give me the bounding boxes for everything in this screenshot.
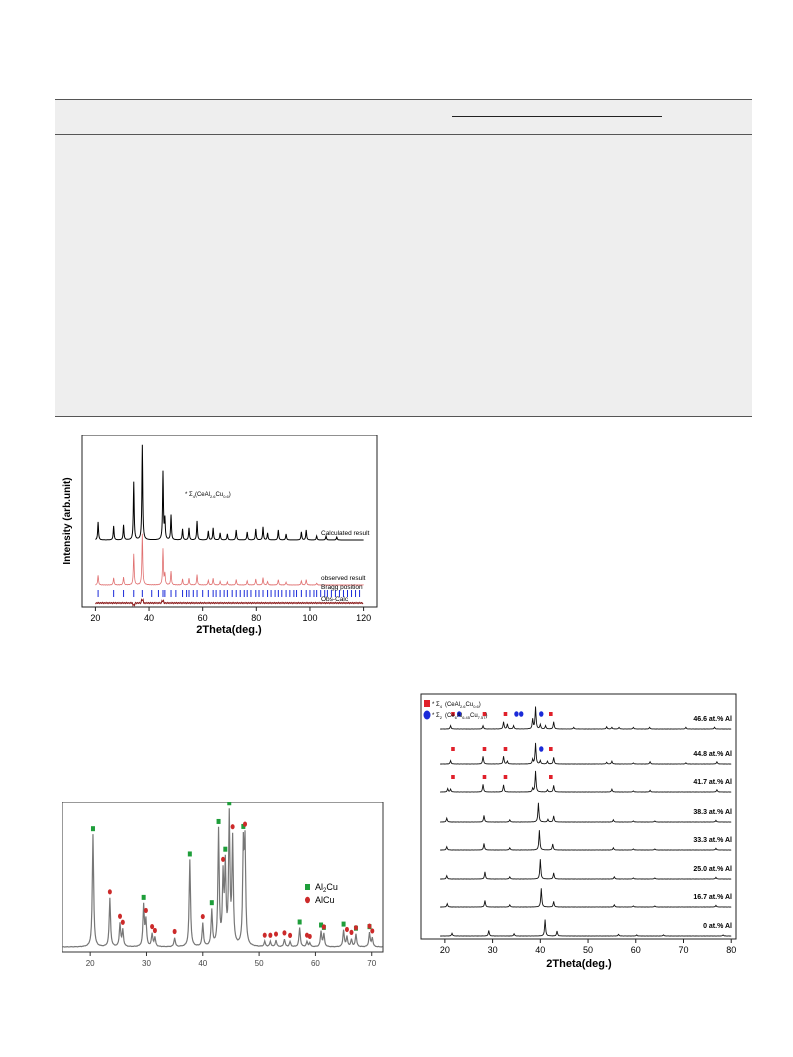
x-axis-ticks	[440, 939, 736, 955]
stacked-xrd-chart	[418, 691, 740, 977]
alcu-marker	[367, 924, 371, 929]
x-tick-label: 40	[535, 945, 546, 955]
alcu-marker	[150, 924, 154, 929]
al2cu-marker	[217, 819, 221, 824]
alcu-marker	[221, 857, 225, 862]
sigma4-marker	[549, 775, 553, 779]
series-label: 0 at.% Al	[703, 923, 732, 930]
series-pattern	[62, 808, 382, 947]
series-label: 41.7 at.% Al	[693, 779, 732, 786]
x-tick-label: 30	[487, 945, 498, 955]
y-axis-label: Intensity (arb.unit)	[62, 477, 73, 565]
sigma4-marker	[549, 747, 553, 751]
phase-label: * $\Sigma_4(CeAl_{2.6}Cu_{0.6})$	[185, 492, 231, 499]
legend-observed: observed result	[321, 575, 366, 582]
legend-obs-calc: Obs-Calc	[321, 596, 349, 603]
x-tick-label: 50	[254, 959, 264, 968]
x-tick-label: 70	[678, 945, 689, 955]
series-label: 25.0 at.% Al	[693, 866, 732, 873]
alcu-marker	[201, 914, 205, 919]
x-axis-label: 2Theta(deg.)	[546, 958, 612, 970]
legend-swatch-sigma4	[424, 700, 430, 707]
x-tick-label: 70	[367, 959, 377, 968]
x-tick-label: 20	[90, 613, 101, 623]
sigma4-marker	[549, 712, 553, 716]
sigma4-marker	[504, 775, 508, 779]
legend-label-sigma2: * $\Sigma_2$ $(Ce_6Al_{6.45}Cu_{7.57})$	[432, 713, 488, 720]
alcu-marker	[354, 925, 358, 930]
rietveld-refinement-chart	[57, 435, 387, 645]
sigma2-marker	[539, 711, 543, 717]
x-tick-label: 80	[251, 613, 262, 623]
sigma2-marker	[519, 711, 523, 717]
alcu-marker	[282, 930, 286, 935]
sigma4-marker	[483, 747, 487, 751]
x-tick-label: 20	[439, 945, 450, 955]
x-tick-label: 60	[630, 945, 641, 955]
alcu-marker	[243, 822, 247, 827]
legend-swatch-sigma2	[424, 711, 431, 720]
series-label: 44.8 at.% Al	[693, 751, 732, 758]
series-labels	[693, 716, 732, 930]
alcu-marker	[263, 933, 267, 938]
series-line	[440, 803, 731, 822]
table-header-rule	[55, 134, 752, 135]
x-tick-label: 80	[726, 945, 737, 955]
sigma2-marker	[514, 711, 518, 717]
x-axis-ticks	[86, 952, 377, 968]
plot-frame	[421, 694, 736, 939]
series-label: 38.3 at.% Al	[693, 809, 732, 816]
series-line	[440, 830, 731, 850]
series-line	[440, 771, 731, 792]
legend-label-al2cu: $Al_2Cu$	[315, 882, 338, 894]
series-label: 46.6 at.% Al	[693, 716, 732, 723]
series-label: 16.7 at.% Al	[693, 894, 732, 901]
x-tick-label: 40	[198, 959, 208, 968]
alcu-marker	[322, 924, 326, 929]
alcu-marker	[370, 928, 374, 933]
series-line	[440, 888, 731, 907]
series-line	[440, 859, 731, 879]
x-tick-label: 40	[144, 613, 155, 623]
sigma4-marker	[451, 775, 455, 779]
x-tick-label: 50	[583, 945, 594, 955]
legend-calculated: Calculated result	[321, 530, 370, 537]
sigma2-marker	[539, 746, 543, 752]
alcu-marker	[308, 934, 312, 939]
legend-swatch-al2cu	[305, 884, 310, 890]
series-line	[440, 743, 731, 764]
series-line	[440, 920, 731, 937]
alcu-marker	[345, 927, 349, 932]
alcu-marker	[268, 933, 272, 938]
series-group	[440, 707, 731, 937]
legend-label-alcu: AlCu	[315, 895, 335, 905]
al2cu-marker	[342, 922, 346, 927]
al2cu-marker	[298, 919, 302, 924]
alcu-marker	[274, 931, 278, 936]
series-group	[62, 802, 382, 947]
alcu-marker	[144, 908, 148, 913]
sigma4-marker	[483, 775, 487, 779]
al2cu-marker	[227, 802, 231, 805]
alcu-marker	[349, 930, 353, 935]
alcu-marker	[231, 824, 235, 829]
phase-identification-chart	[62, 802, 384, 972]
al2cu-marker	[188, 851, 192, 856]
al2cu-marker	[142, 895, 146, 900]
alcu-marker	[121, 920, 125, 925]
series-label: 33.3 at.% Al	[693, 837, 732, 844]
x-tick-label: 60	[310, 959, 320, 968]
sigma4-marker	[451, 747, 455, 751]
x-axis-label: 2Theta(deg.)	[196, 624, 262, 636]
alcu-marker	[153, 928, 157, 933]
sigma4-marker	[504, 747, 508, 751]
legend	[305, 882, 338, 905]
al2cu-marker	[223, 847, 227, 852]
x-tick-label: 20	[85, 959, 95, 968]
sigma4-marker	[504, 712, 508, 716]
legend-bragg: Bragg position	[321, 584, 363, 591]
legend	[424, 700, 488, 720]
table-column-group-rule	[452, 116, 662, 117]
x-tick-label: 120	[356, 613, 372, 623]
alcu-marker	[288, 933, 292, 938]
alcu-marker	[118, 914, 122, 919]
x-tick-label: 30	[142, 959, 151, 968]
legend-label-sigma4: * $\Sigma_4$ $(CeAl_{2.6}Cu_{0.6})$	[432, 702, 481, 709]
al2cu-marker	[210, 900, 214, 905]
data-table	[55, 99, 752, 417]
al2cu-marker	[91, 826, 95, 831]
x-tick-label: 60	[197, 613, 208, 623]
x-tick-label: 100	[302, 613, 318, 623]
alcu-marker	[108, 889, 112, 894]
legend-swatch-alcu	[305, 897, 310, 903]
alcu-marker	[173, 929, 177, 934]
x-axis-ticks	[90, 607, 371, 623]
